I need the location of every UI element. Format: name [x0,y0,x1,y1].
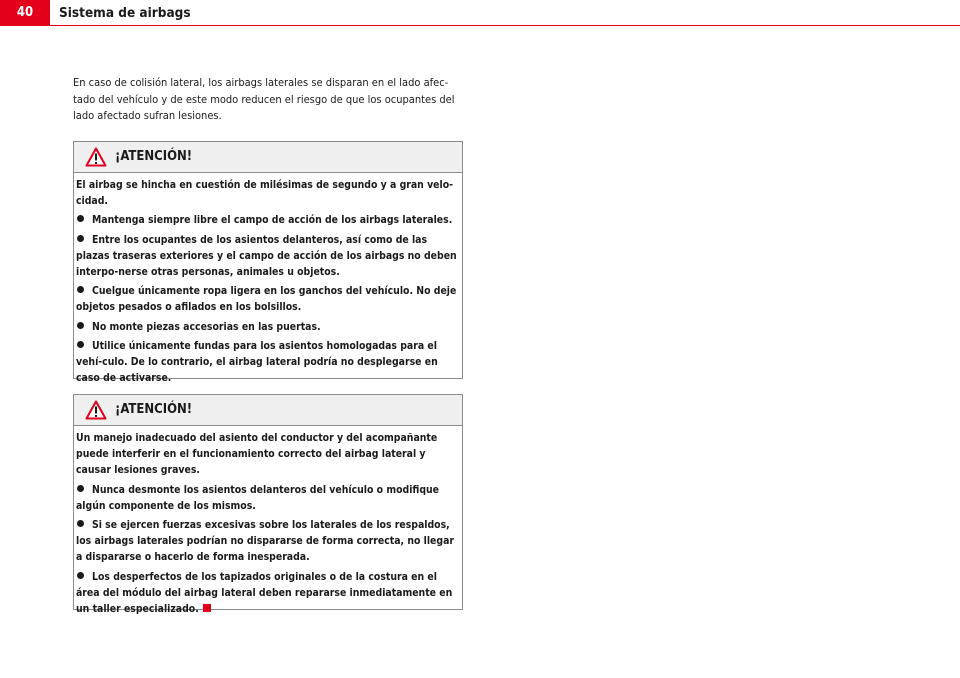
warning-title: ¡ATENCIÓN! [115,149,193,164]
warning-bullet-text: No monte piezas accesorias en las puertas. [92,320,321,333]
bullet-icon [77,485,84,492]
warning-triangle-icon [85,400,107,420]
chapter-title: Sistema de airbags [59,5,191,21]
bullet-icon [77,235,84,242]
warning-bullet [76,338,459,387]
warning-box-1 [73,141,463,385]
warning-header [74,395,462,426]
warning-bullet [76,517,459,566]
bullet-icon [77,215,84,222]
warning-triangle-icon [85,147,107,167]
warning-bullet [76,569,459,618]
header-rule [50,25,960,26]
warning-bullet-text: Mantenga siempre libre el campo de acción de los airbags laterales. [92,214,453,227]
warning-bullet [76,482,459,514]
bullet-icon [77,286,84,293]
warning-body [74,426,462,617]
warning-bullet-text: Nunca desmonte los asientos delanteros del vehículo o modifique algún componente de los mismos. [76,483,440,512]
intro-paragraph: En caso de colisión lateral, los airbags laterales se disparan en el lado afec-tado del vehículo y de este modo reducen el riesgo de que los ocupantes del lado afectado sufran lesiones. [73,76,455,122]
end-of-section-icon [203,604,211,612]
page-number: 40 [0,0,50,26]
warning-title: ¡ATENCIÓN! [115,402,193,417]
warning-header [74,142,462,173]
warning-bullet-text: Utilice únicamente fundas para los asientos homologadas para el vehí-culo. De lo contrario, el airbag lateral podría no desplegarse en caso de activarse. [76,339,438,385]
warning-bullet [76,283,459,315]
warning-bullet [76,232,459,281]
warning-bullet-text: Cuelgue únicamente ropa ligera en los ganchos del vehículo. No deje objetos pesados o afilados en los bolsillos. [76,285,457,314]
bullet-icon [77,520,84,527]
warning-bullet-text: Si se ejercen fuerzas excesivas sobre los laterales de los respaldos, los airbags laterales podrían no dispararse de forma correcta, no llegar a dispararse o hacerlo de forma inesperada. [76,519,455,564]
warning-body [74,173,462,386]
warning-lead: Un manejo inadecuado del asiento del conductor y del acompañante puede interferir en el funcionamiento correcto del airbag lateral y causar lesiones graves. [76,432,438,477]
warning-bullet [76,319,459,335]
bullet-icon [77,322,84,329]
warning-box-2 [73,394,463,616]
warning-lead: El airbag se hincha en cuestión de milésimas de segundo y a gran velo-cidad. [76,179,454,208]
warning-bullet-text: Entre los ocupantes de los asientos delanteros, así como de las plazas traseras exteriores y el campo de acción de los airbags no deben interpo-nerse otras personas, animales u objetos. [76,233,457,279]
page-header [0,0,960,27]
warning-bullet-text: Los desperfectos de los tapizados originales o de la costura en el área del módulo del airbag lateral deben repararse inmediatamente en un taller especializado. [76,570,453,616]
warning-bullet [76,212,459,228]
bullet-icon [77,572,84,579]
bullet-icon [77,341,84,348]
